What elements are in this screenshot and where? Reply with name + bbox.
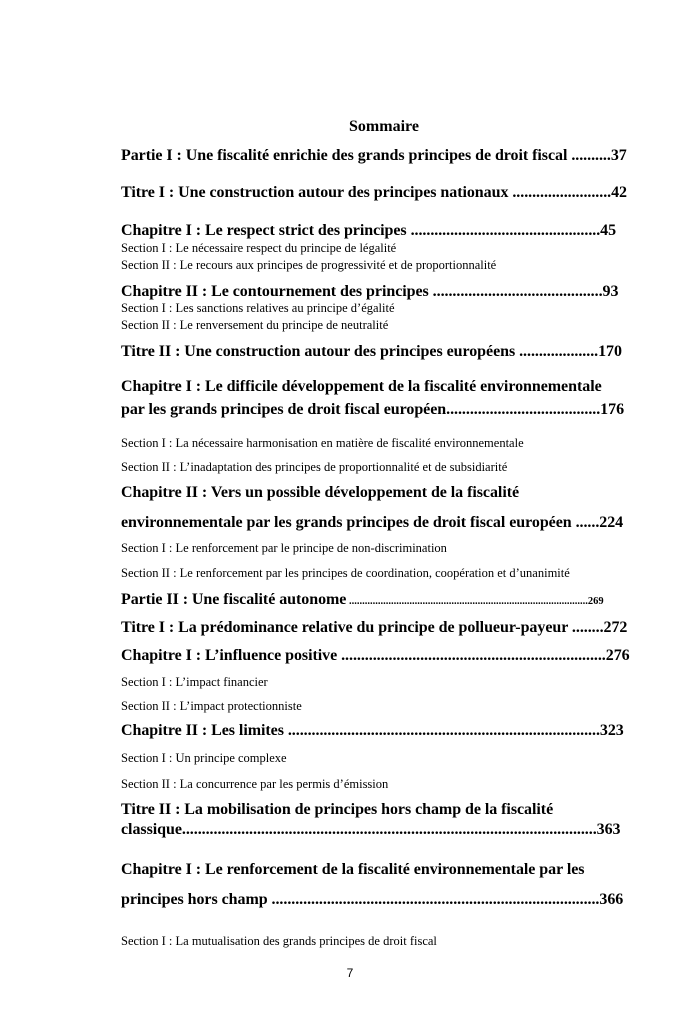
page-number: 7	[346, 966, 354, 980]
toc-section: Section I : La nécessaire harmonisation en matière de fiscalité environnementale	[121, 436, 524, 450]
toc-titre-1: Titre I : La prédominance relative du principe de pollueur-payeur ........272	[121, 619, 628, 636]
toc-chapitre-2: Chapitre II : Les limites ...............................................................................323	[121, 722, 624, 739]
toc-chapitre-2: Chapitre II : Le contournement des principes ...........................................93	[121, 283, 619, 300]
toc-titre-2: Titre II : La mobilisation de principes hors champ de la fiscalité	[121, 801, 554, 818]
toc-section: Section I : Le nécessaire respect du principe de légalité	[121, 241, 397, 255]
toc-chapitre-2: Chapitre II : Vers un possible développement de la fiscalité	[121, 484, 520, 501]
toc-titre-2: Titre II : Une construction autour des principes européens ....................170	[121, 343, 622, 360]
toc-section: Section II : Le recours aux principes de progressivité et de proportionnalité	[121, 258, 497, 272]
toc-partie-2	[121, 591, 604, 609]
toc-partie-1: Partie I : Une fiscalité enrichie des grands principes de droit fiscal ..........37	[121, 147, 627, 164]
toc-chapitre-1: Chapitre I : Le difficile développement de la fiscalité environnementale	[121, 378, 602, 395]
toc-partie-2-leader: ...........................................................................................269	[346, 596, 604, 607]
toc-chapitre-1: Chapitre I : Le renforcement de la fiscalité environnementale par les	[121, 861, 585, 878]
toc-section: Section II : La concurrence par les permis d’émission	[121, 777, 389, 791]
toc-section: Section I : Le renforcement par le principe de non-discrimination	[121, 541, 447, 555]
toc-section: Section II : L’inadaptation des principes de proportionnalité et de subsidiarité	[121, 460, 508, 474]
toc-titre-2-cont: classique.........................................................................................................363	[121, 821, 621, 838]
toc-section: Section I : L’impact financier	[121, 675, 268, 689]
toc-chapitre-1: Chapitre I : L’influence positive ...................................................................276	[121, 647, 630, 664]
toc-section: Section II : L’impact protectionniste	[121, 699, 302, 713]
toc-section: Section II : Le renforcement par les principes de coordination, coopération et d’unanimité	[121, 566, 570, 580]
toc-section: Section I : Un principe complexe	[121, 751, 287, 765]
toc-chapitre-1-cont: par les grands principes de droit fiscal européen.......................................176	[121, 401, 625, 418]
toc-section: Section II : Le renversement du principe de neutralité	[121, 318, 389, 332]
toc-section: Section I : La mutualisation des grands principes de droit fiscal	[121, 934, 437, 948]
toc-partie-2-label: Partie II : Une fiscalité autonome	[121, 591, 347, 608]
toc-chapitre-2-cont: environnementale par les grands principes de droit fiscal européen ......224	[121, 514, 624, 531]
toc-titre-1: Titre I : Une construction autour des principes nationaux .........................42	[121, 184, 628, 201]
toc-chapitre-1: Chapitre I : Le respect strict des principes ................................................45	[121, 222, 617, 239]
toc-section: Section I : Les sanctions relatives au principe d’égalité	[121, 301, 395, 315]
toc-chapitre-1-cont: principes hors champ ...................................................................................366	[121, 891, 624, 908]
page-title: Sommaire	[349, 118, 419, 135]
